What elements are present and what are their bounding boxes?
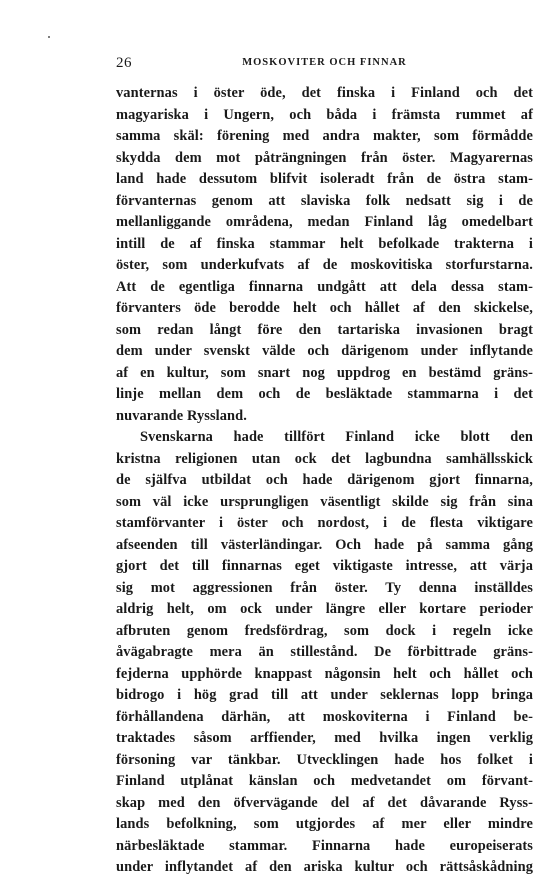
text-line: gjort det till finnarnas eget viktigaste intresse, att värja [116,558,533,574]
text-line: förhållandena därhän, att moskoviterna i Finland be- [116,708,533,725]
text-line: stamförvanter i öster och nordost, i de flesta viktigare [116,515,533,531]
text-line: som redan långt före den tartariska invasionen bragt [116,321,533,338]
text-line: förvanters öde berodde helt och hållet af den skickelse, [116,300,533,316]
text-line: land hade dessutom blifvit isoleradt från de östra stam- [116,171,533,187]
text-line: aldrig helt, om ock under längre eller kortare perioder [116,601,533,617]
text-line: Svenskarna hade tillfört Finland icke blott den [140,429,533,445]
text-line: Finland utplånat känslan och medvetandet om förvant- [116,773,533,789]
text-line: skydda dem mot påträngningen från öster. Magyarernas [116,149,533,166]
text-line: intill de af finska stammar helt befolkade trakterna i [116,235,533,252]
running-title: MOSKOVITER OCH FINNAR [242,57,407,68]
text-line: afbruten genom fredsfördrag, som dock i regeln icke [116,622,533,639]
text-line: mellanliggande områdena, medan Finland låg omedelbart [116,214,533,230]
text-line: magyariska i Ungern, och båda i främsta rummet af [116,106,533,123]
text-line: närbesläktade stammar. Finnarna hade europeiserats [116,837,533,854]
text-line: af en kultur, som snart nog uppdrog en bestämd gräns- [116,364,533,381]
body-text [116,83,533,879]
text-line: Att de egentliga finnarna undgått att dela dessa stam- [116,278,533,295]
text-line: skap med den öfvervägande del af det dåvarande Ryss- [116,794,533,811]
text-line: afseenden till västerländingar. Och hade på samma gång [116,536,533,553]
paper-speck [48,36,50,38]
text-line: åvägabragte mera än stillestånd. De förbittrade gräns- [116,644,533,660]
running-head [116,55,533,75]
text-line: samma skäl: förening med andra makter, som förmådde [116,128,533,144]
page-number: 26 [116,55,132,71]
text-line: nuvarande Ryssland. [116,407,247,424]
text-line: fejderna upphörde knappast någonsin helt och hållet och [116,665,533,682]
text-line: öster, som underkufvats af de moskovitiska storfurstarna. [116,257,533,273]
text-line: förvanternas genom att slaviska folk nedsatt sig i de [116,192,533,209]
text-line: kristna religionen utan ock det lagbundna samhällsskick [116,450,533,467]
text-line: traktades såsom arffiender, med hvilka ingen verklig [116,730,533,746]
text-line: som väl icke ursprungligen väsentligt skilde sig från sina [116,493,533,510]
text-line: linje mellan dem och de besläktade stammarna i det [116,386,533,402]
text-line: under inflytandet af den ariska kultur och rättsåskådning [116,859,533,875]
text-line: dem under svenskt välde och därigenom under inflytande [116,343,533,359]
text-line: sig mot aggressionen från öster. Ty denna inställdes [116,579,533,596]
text-line: lands befolkning, som utgjordes af mer eller mindre [116,816,533,832]
text-line: försoning var tänkbar. Utvecklingen hade hos folket i [116,751,533,768]
text-line: de själfva utbildat och hade därigenom gjort finnarna, [116,472,533,488]
text-line: bidrogo i hög grad till att under seklernas lopp bringa [116,687,533,703]
text-line: vanternas i öster öde, det finska i Finland och det [116,85,533,101]
